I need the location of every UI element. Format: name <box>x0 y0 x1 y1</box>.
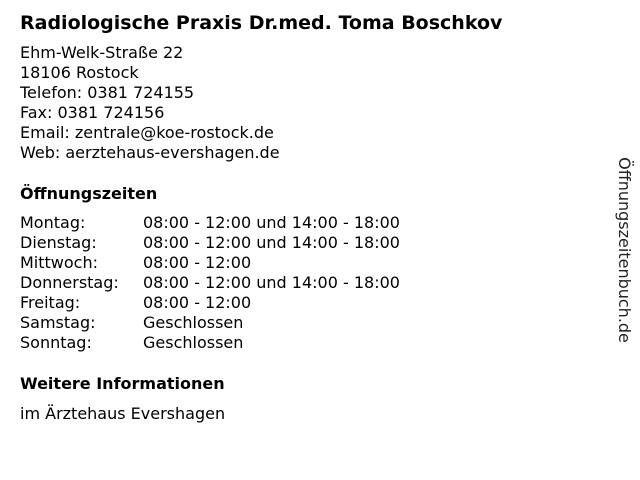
hours-day: Montag: <box>20 213 86 232</box>
further-info-text: im Ärztehaus Evershagen <box>20 404 226 423</box>
hours-time: 08:00 - 12:00 <box>143 293 252 312</box>
hours-time: 08:00 - 12:00 und 14:00 - 18:00 <box>143 273 400 292</box>
site-watermark <box>613 135 635 365</box>
hours-row-wednesday <box>20 253 400 273</box>
city-line: 18106 Rostock <box>20 63 139 82</box>
hours-day: Freitag: <box>20 293 81 312</box>
fax-line: Fax: 0381 724156 <box>20 103 165 122</box>
hours-time: 08:00 - 12:00 <box>143 253 252 272</box>
hours-row-saturday <box>20 313 400 333</box>
hours-day: Donnerstag: <box>20 273 119 292</box>
watermark-text: Öffnungszeitenbuch.de <box>615 157 634 343</box>
hours-row-friday <box>20 293 400 313</box>
hours-row-tuesday <box>20 233 400 253</box>
hours-time: Geschlossen <box>143 333 244 352</box>
hours-day: Sonntag: <box>20 333 92 352</box>
hours-time: 08:00 - 12:00 und 14:00 - 18:00 <box>143 233 400 252</box>
hours-day: Samstag: <box>20 313 96 332</box>
address-block <box>20 43 280 163</box>
hours-time: Geschlossen <box>143 313 244 332</box>
practice-name: Radiologische Praxis Dr.med. Toma Boschkov <box>20 12 503 34</box>
phone-line: Telefon: 0381 724155 <box>20 83 195 102</box>
hours-row-sunday <box>20 333 400 353</box>
hours-row-thursday <box>20 273 400 293</box>
further-info-heading: Weitere Informationen <box>20 374 225 393</box>
hours-day: Mittwoch: <box>20 253 98 272</box>
email-line: Email: zentrale@koe-rostock.de <box>20 123 274 142</box>
street-line: Ehm-Welk-Straße 22 <box>20 43 184 62</box>
hours-row-monday <box>20 213 400 233</box>
hours-day: Dienstag: <box>20 233 97 252</box>
opening-hours-heading: Öffnungszeiten <box>20 184 158 203</box>
opening-hours-table <box>20 213 400 353</box>
hours-time: 08:00 - 12:00 und 14:00 - 18:00 <box>143 213 400 232</box>
web-line: Web: aerztehaus-evershagen.de <box>20 143 280 162</box>
